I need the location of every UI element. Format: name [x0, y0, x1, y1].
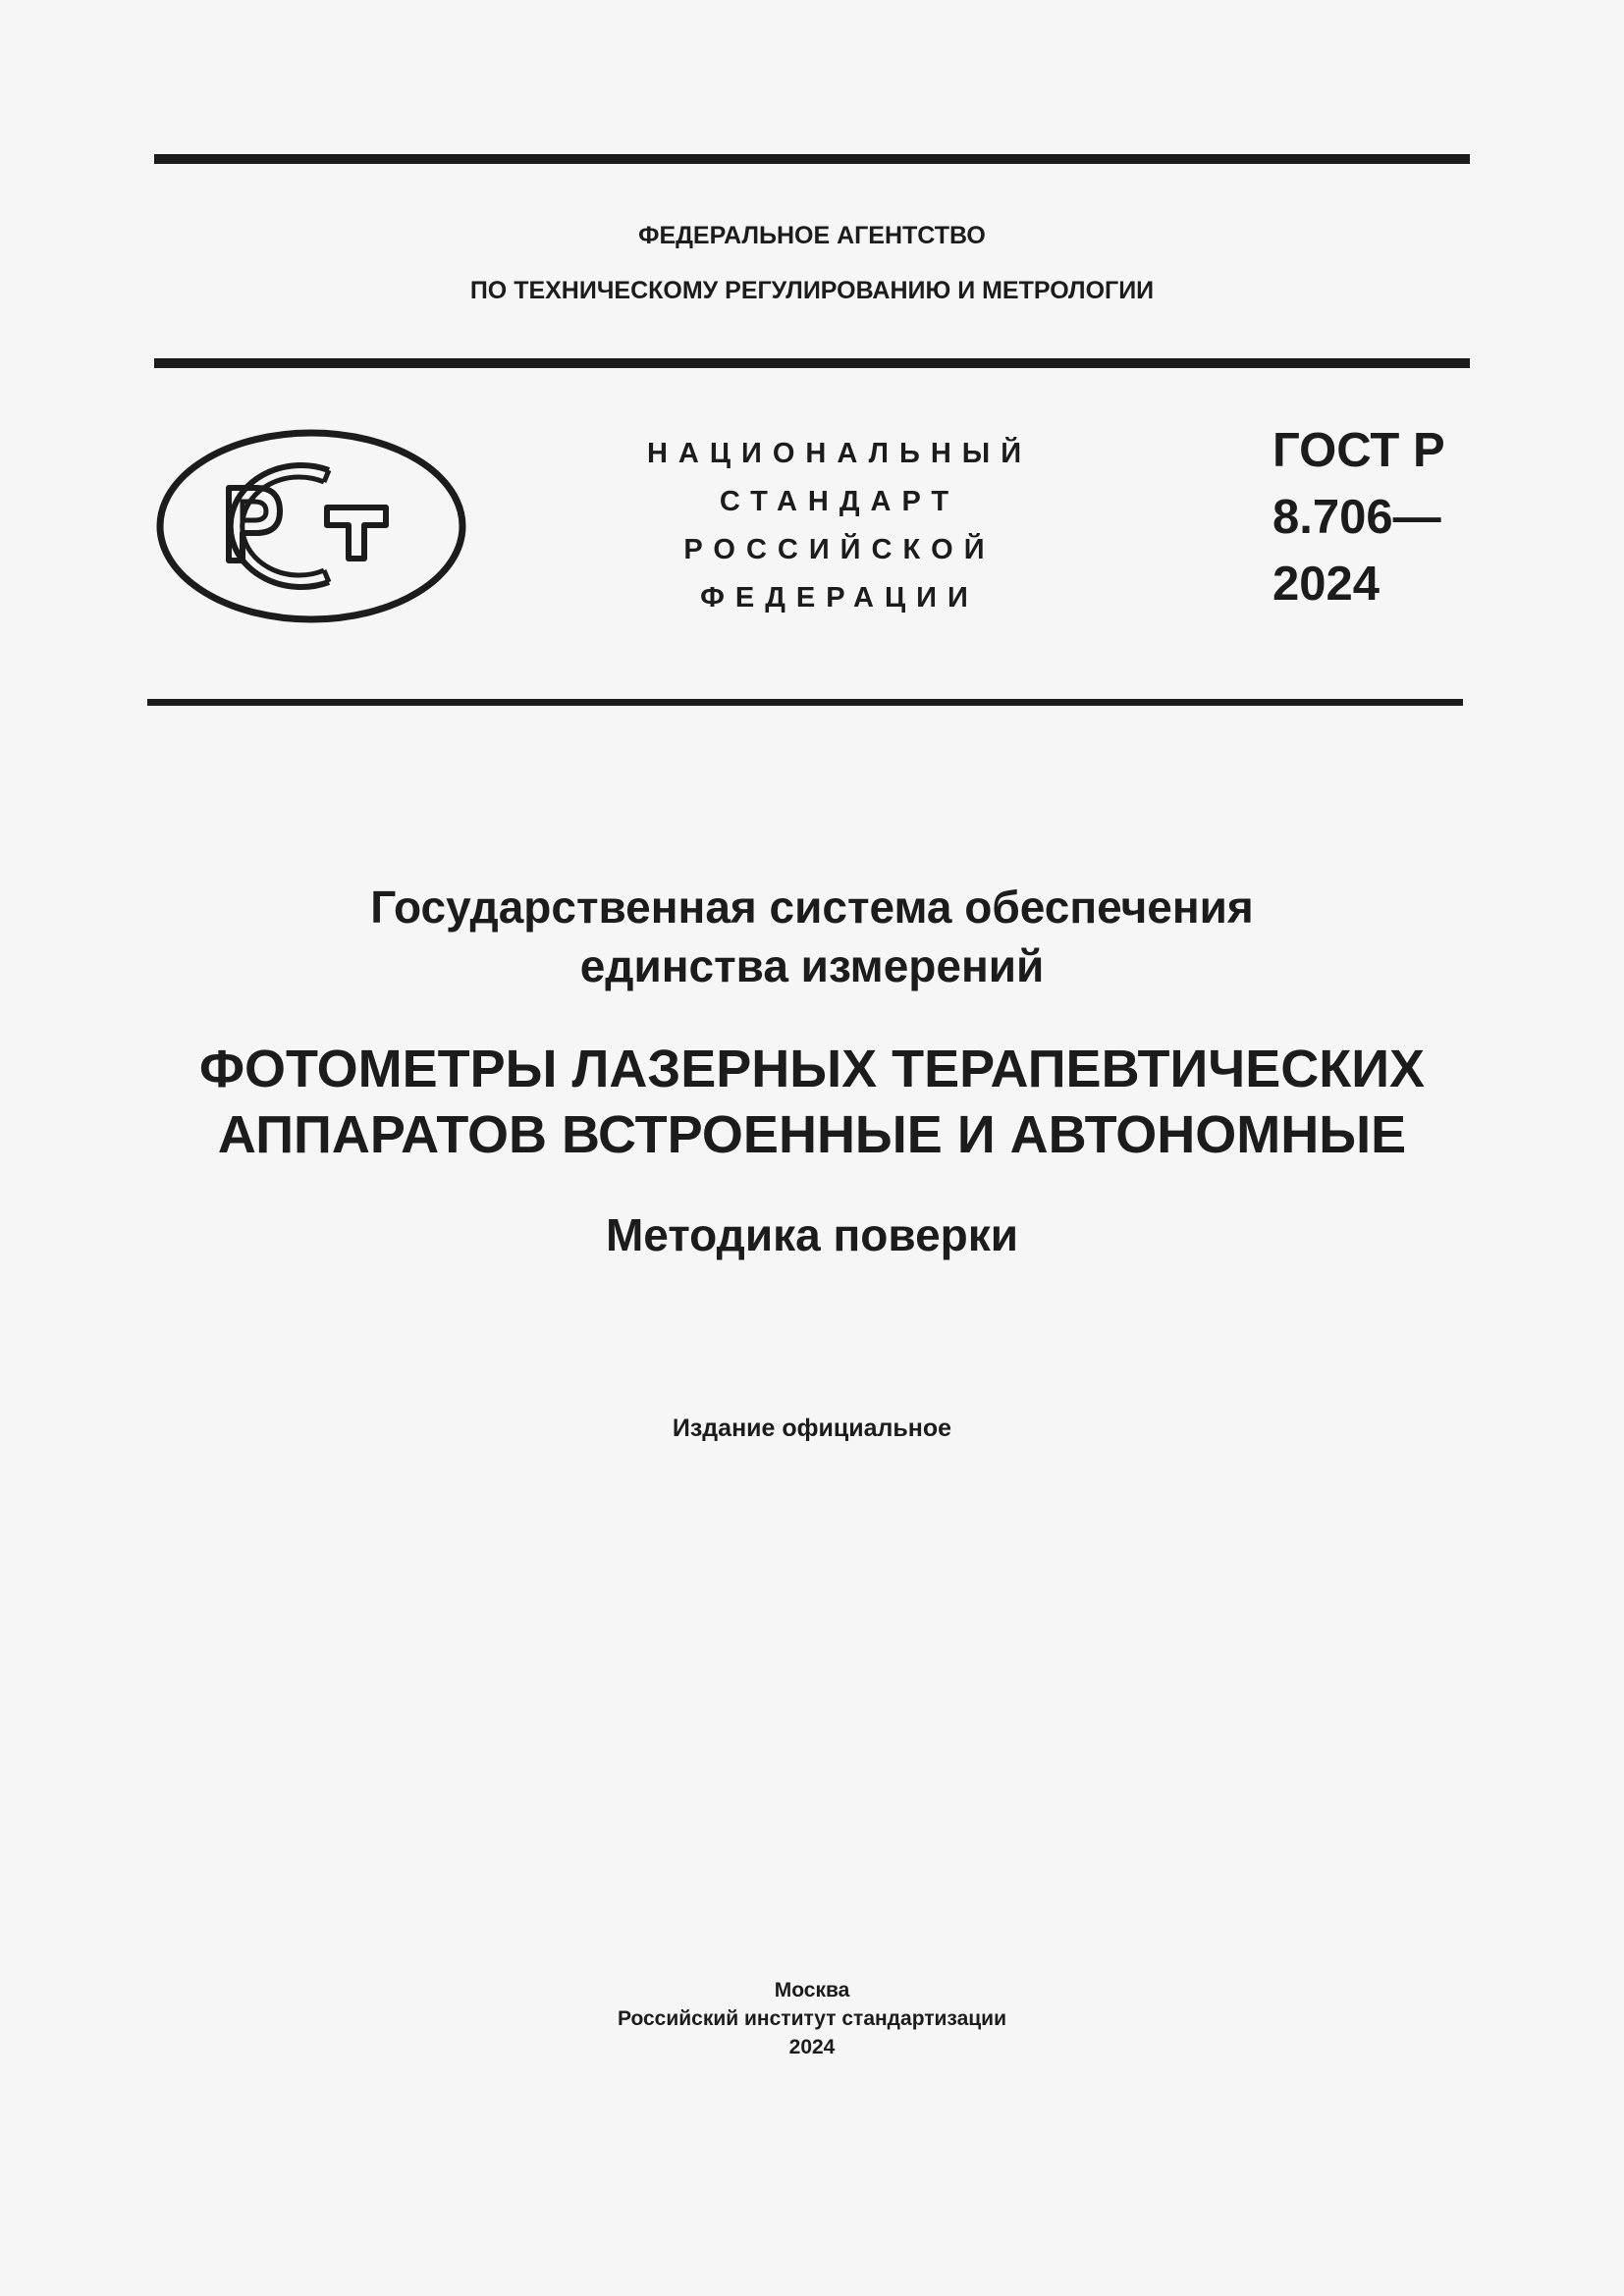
document-title-line-2: АППАРАТОВ ВСТРОЕННЫЕ И АВТОНОМНЫЕ: [217, 1105, 1407, 1164]
designation-line-3: 2024: [1272, 558, 1380, 611]
designation-line-2: 8.706—: [1272, 491, 1441, 544]
series-title-line-1: Государственная система обеспечения: [370, 881, 1254, 933]
agency-line-1: ФЕДЕРАЛЬНОЕ АГЕНТСТВО: [638, 222, 986, 249]
document-subtitle: Методика поверки: [605, 1209, 1019, 1260]
edition-note: Издание официальное: [672, 1415, 952, 1442]
national-standard-line-1: НАЦИОНАЛЬНЫЙ: [646, 438, 1033, 469]
publisher-name: Российский институт стандартизации: [617, 2007, 1007, 2030]
rst-certification-mark-icon: [154, 427, 468, 625]
document-title-line-1: ФОТОМЕТРЫ ЛАЗЕРНЫХ ТЕРАПЕВТИЧЕСКИХ: [198, 1040, 1426, 1098]
header-bottom-rule: [147, 699, 1463, 706]
agency-rule: [154, 358, 1470, 368]
national-standard-line-2: СТАНДАРТ: [719, 486, 960, 517]
series-title-line-2: единства измерений: [579, 940, 1045, 991]
designation-line-1: ГОСТ Р: [1272, 424, 1445, 477]
agency-line-2: ПО ТЕХНИЧЕСКОМУ РЕГУЛИРОВАНИЮ И МЕТРОЛОГИИ: [469, 277, 1155, 304]
publisher-city: Москва: [774, 1979, 850, 2002]
publisher-year: 2024: [788, 2036, 836, 2058]
top-rule: [154, 154, 1470, 164]
national-standard-line-4: ФЕДЕРАЦИИ: [700, 582, 979, 614]
national-standard-line-3: РОССИЙСКОЙ: [683, 534, 996, 565]
